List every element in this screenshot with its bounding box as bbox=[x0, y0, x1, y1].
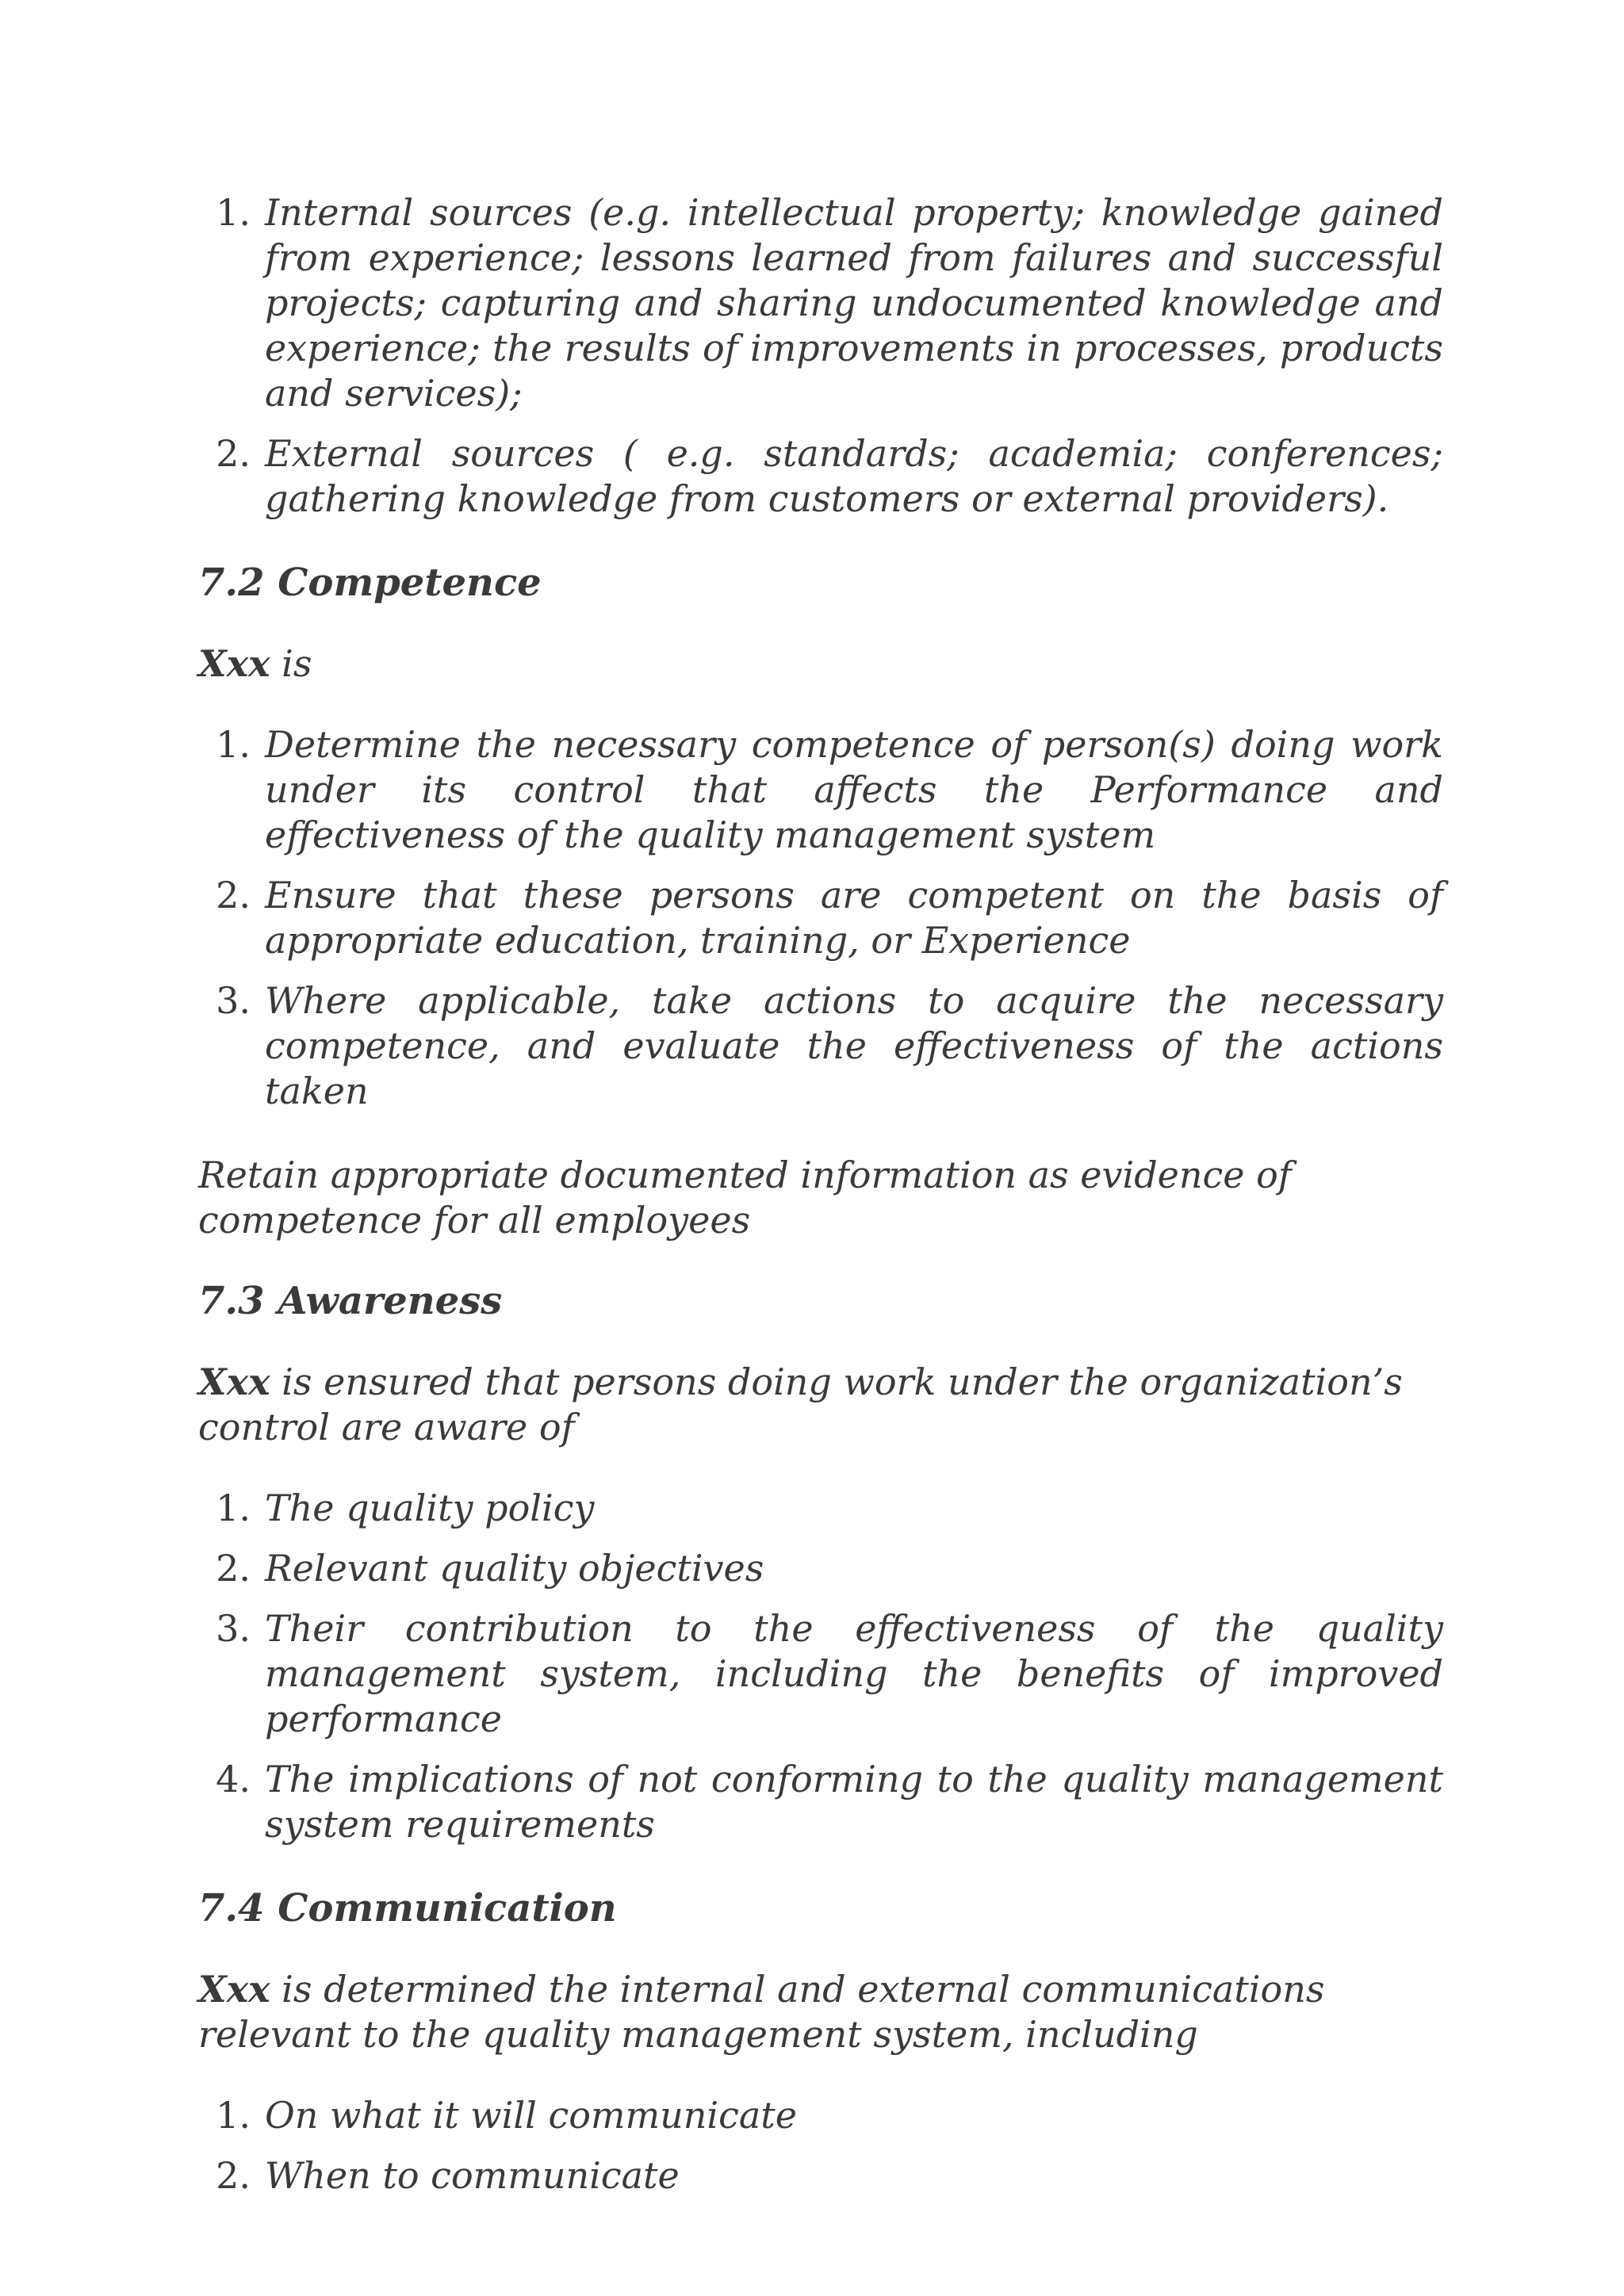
list-number: 1. bbox=[216, 723, 251, 766]
list-number: 1. bbox=[216, 2094, 251, 2137]
list-item bbox=[198, 1546, 1443, 1591]
list-item bbox=[198, 190, 1443, 416]
list-item bbox=[198, 873, 1443, 963]
list-number: 3. bbox=[216, 1607, 251, 1650]
competence-list bbox=[198, 722, 1443, 1114]
intro-text: is bbox=[270, 642, 312, 685]
competence-intro bbox=[198, 641, 1443, 687]
list-item-text: The implications of not conforming to the quality management system requirements bbox=[265, 1758, 1443, 1846]
list-number: 1. bbox=[216, 1487, 251, 1529]
list-item-text: Where applicable, take actions to acquire the necessary competence, and evaluate the effectiveness of the actions taken bbox=[265, 979, 1443, 1112]
awareness-intro bbox=[198, 1360, 1443, 1450]
list-number: 2. bbox=[216, 874, 251, 916]
list-item-text: When to communicate bbox=[265, 2154, 680, 2197]
section-heading-competence: 7.2 Competence bbox=[198, 561, 542, 605]
company-name: Xxx bbox=[198, 642, 270, 685]
list-number: 1. bbox=[216, 191, 251, 234]
company-name: Xxx bbox=[198, 1968, 270, 2011]
retain-line-1: Retain appropriate documented information as evidence of bbox=[198, 1154, 1292, 1196]
list-item-text: Internal sources (e.g. intellectual property; knowledge gained from experience; lessons learned from failures and successful projects; capturing and sharing undocumented knowledge and experience; the results of improvements in processes, products and services); bbox=[265, 191, 1443, 415]
list-item-text: Their contribution to the effectiveness of the quality management system, including the benefits of improved performance bbox=[265, 1607, 1443, 1740]
company-name: Xxx bbox=[198, 1360, 270, 1403]
list-item-text: Ensure that these persons are competent on the basis of appropriate education, training, or Experience bbox=[265, 874, 1443, 962]
list-item bbox=[198, 2093, 1443, 2138]
knowledge-sources-list bbox=[198, 190, 1443, 522]
list-item-text: Determine the necessary competence of person(s) doing work under its control that affects the Performance and effectiveness of the quality management system bbox=[265, 723, 1443, 856]
list-item bbox=[198, 1757, 1443, 1847]
retain-paragraph bbox=[198, 1153, 1443, 1243]
communication-intro bbox=[198, 1967, 1443, 2057]
list-item bbox=[198, 978, 1443, 1114]
retain-line-2: competence for all employees bbox=[198, 1199, 751, 1242]
list-item-text: External sources ( e.g. standards; academia; conferences; gathering knowledge from customers or external providers). bbox=[265, 432, 1443, 520]
list-number: 2. bbox=[216, 432, 251, 475]
intro-line-2: relevant to the quality management system, including bbox=[198, 2013, 1198, 2056]
list-item bbox=[198, 722, 1443, 858]
list-number: 3. bbox=[216, 979, 251, 1022]
list-item bbox=[198, 1606, 1443, 1742]
intro-line-2: control are aware of bbox=[198, 1406, 575, 1448]
list-item-text: The quality policy bbox=[265, 1487, 595, 1529]
list-number: 4. bbox=[216, 1758, 251, 1800]
intro-line-1: is ensured that persons doing work under the organization’s bbox=[270, 1360, 1403, 1403]
list-number: 2. bbox=[216, 1547, 251, 1590]
section-heading-communication: 7.4 Communication bbox=[198, 1886, 617, 1931]
list-item bbox=[198, 2153, 1443, 2198]
section-heading-awareness: 7.3 Awareness bbox=[198, 1279, 503, 1323]
list-number: 2. bbox=[216, 2154, 251, 2197]
communication-list bbox=[198, 2093, 1443, 2198]
document-page bbox=[198, 190, 1443, 2214]
list-item-text: On what it will communicate bbox=[265, 2094, 797, 2137]
awareness-list bbox=[198, 1486, 1443, 1847]
list-item bbox=[198, 431, 1443, 522]
list-item-text: Relevant quality objectives bbox=[265, 1547, 764, 1590]
list-item bbox=[198, 1486, 1443, 1531]
intro-line-1: is determined the internal and external communications bbox=[270, 1968, 1325, 2011]
